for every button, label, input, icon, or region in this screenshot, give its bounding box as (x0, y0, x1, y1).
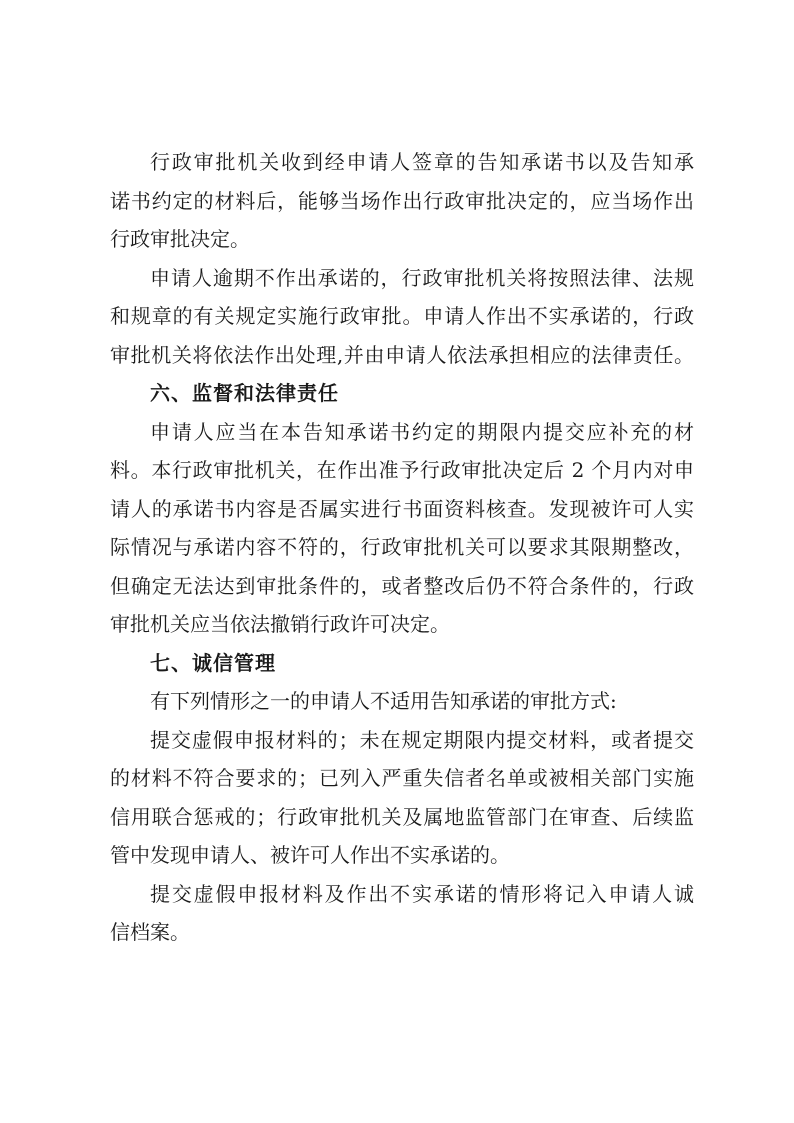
text-line: 请人的承诺书内容是否属实进行书面资料核查。发现被许可人实 (110, 496, 694, 521)
text-line: 料。本行政审批机关，在作出准予行政审批决定后 2 个月内对申 (110, 458, 694, 482)
text-line: 审批机关应当依法撤销行政许可决定。 (110, 612, 450, 636)
text-line: 行政审批机关收到经申请人签章的告知承诺书以及告知承 (150, 150, 694, 174)
text-line: 提交虚假申报材料的；未在规定期限内提交材料，或者提交 (150, 727, 694, 752)
text-line: 诺书约定的材料后，能够当场作出行政审批决定的，应当场作出 (110, 188, 694, 213)
paragraph (110, 413, 694, 644)
text-line: 但确定无法达到审批条件的，或者整改后仍不符合条件的，行政 (110, 573, 694, 598)
section-heading (110, 644, 694, 683)
text-line: 申请人应当在本告知承诺书约定的期限内提交应补充的材 (150, 419, 694, 444)
text-line: 的材料不符合要求的；已列入严重失信者名单或被相关部门实施 (110, 766, 694, 790)
paragraph (110, 259, 694, 375)
text-line: 和规章的有关规定实施行政审批。申请人作出不实承诺的，行政 (110, 304, 694, 328)
document-page (110, 143, 694, 952)
text-line: 信档案。 (110, 920, 190, 944)
text-line: 管中发现申请人、被许可人作出不实承诺的。 (110, 843, 510, 867)
text-line: 申请人逾期不作出承诺的，行政审批机关将按照法律、法规 (150, 265, 694, 290)
paragraph (110, 721, 694, 875)
section-heading (110, 374, 694, 413)
text-line: 有下列情形之一的申请人不适用告知承诺的审批方式: (150, 689, 617, 713)
paragraph (110, 143, 694, 259)
paragraph (110, 875, 694, 952)
text-line: 信用联合惩戒的；行政审批机关及属地监管部门在审查、后续监 (110, 804, 694, 829)
text-line: 审批机关将依法作出处理,并由申请人依法承担相应的法律责任。 (110, 342, 694, 367)
text-line: 际情况与承诺内容不符的，行政审批机关可以要求其限期整改， (110, 535, 694, 559)
text-line: 提交虚假申报材料及作出不实承诺的情形将记入申请人诚 (150, 881, 694, 906)
section-heading-text: 六、监督和法律责任 (150, 381, 339, 405)
text-line: 行政审批决定。 (110, 227, 250, 251)
section-heading-text: 七、诚信管理 (150, 650, 276, 675)
paragraph (110, 682, 694, 721)
